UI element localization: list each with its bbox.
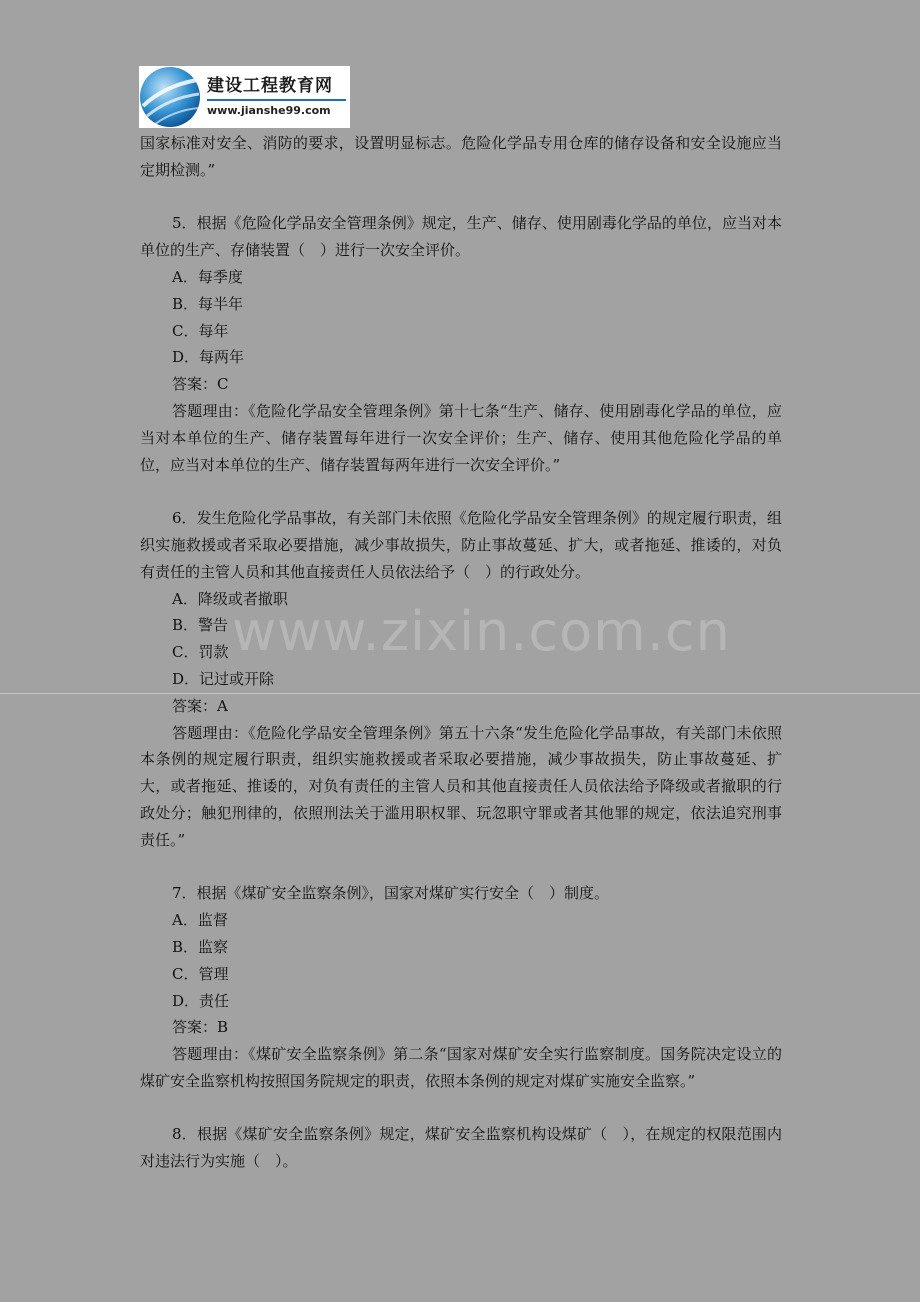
question-option: D．责任 (172, 991, 230, 1010)
intro-paragraph: 国家标准对安全、消防的要求，设置明显标志。危险化学品专用仓库的储存设备和安全设施应当定期检测。” (140, 134, 782, 179)
question-answer: 答案：C (172, 375, 229, 394)
question-answer: 答案：A (172, 696, 228, 715)
question-option: B．警告 (172, 616, 229, 635)
question-answer: 答案：B (172, 1018, 229, 1037)
question-stem: 7．根据《煤矿安全监察条例》，国家对煤矿实行安全（ ）制度。 (172, 884, 610, 903)
question-option: B．每半年 (172, 294, 244, 313)
question-option: C．每年 (172, 321, 229, 340)
question-option: A．降级或者撤职 (172, 589, 288, 608)
question-stem: 6．发生危险化学品事故，有关部门未依照《危险化学品安全管理条例》的规定履行职责，组织实施救援或者采取必要措施，减少事故损失，防止事故蔓延、扩大，或者拖延、推诿的，对负有责任的主管人员和其他直接责任人员依法给予（ ）的行政处分。 (140, 509, 782, 581)
question-stem: 8．根据《煤矿安全监察条例》规定，煤矿安全监察机构设煤矿（ ），在规定的权限范围内对违法行为实施（ ）。 (140, 1125, 782, 1171)
logo-divider (207, 99, 346, 101)
question-5 (140, 210, 782, 478)
question-option: D．记过或开除 (172, 669, 275, 688)
globe-logo-icon (139, 66, 201, 128)
document-body (140, 130, 782, 1175)
question-option: A．每季度 (172, 267, 243, 286)
question-reason: 答题理由：《煤矿安全监察条例》第二条“国家对煤矿安全实行监察制度。国务院决定设立的煤矿安全监察机构按照国务院规定的职责，依照本条例的规定对煤矿实施安全监察。” (140, 1045, 782, 1090)
question-option: C．管理 (172, 964, 229, 983)
question-option: B．监察 (172, 937, 229, 956)
question-stem: 5．根据《危险化学品安全管理条例》规定，生产、储存、使用剧毒化学品的单位，应当对本单位的生产、存储装置（ ）进行一次安全评价。 (140, 214, 782, 260)
question-6 (140, 505, 782, 853)
question-option: D．每两年 (172, 348, 245, 367)
site-logo[interactable] (139, 66, 350, 128)
question-option: C．罚款 (172, 643, 229, 662)
question-reason: 答题理由：《危险化学品安全管理条例》第十七条“生产、储存、使用剧毒化学品的单位，应当对本单位的生产、储存装置每年进行一次安全评价；生产、储存、使用其他危险化学品的单位，应当对本单位的生产、储存装置每两年进行一次安全评价。” (140, 401, 782, 474)
question-reason: 答题理由：《危险化学品安全管理条例》第五十六条“发生危险化学品事故，有关部门未依照本条例的规定履行职责，组织实施救援或者采取必要措施，减少事故损失，防止事故蔓延、扩大，或者拖延、推诿的，对负有责任的主管人员和其他直接责任人员依法给予降级或者撤职的行政处分；触犯刑律的，依照刑法关于滥用职权罪、玩忽职守罪或者其他罪的规定，依法追究刑事责任。” (140, 723, 782, 849)
watermark: www.zixin.com.cn (232, 600, 731, 663)
logo-title: 建设工程教育网 (207, 76, 333, 96)
question-option: A．监督 (172, 911, 228, 930)
question-8 (140, 1121, 782, 1175)
question-7 (140, 880, 782, 1094)
logo-url: www.jianshe99.com (207, 104, 331, 117)
